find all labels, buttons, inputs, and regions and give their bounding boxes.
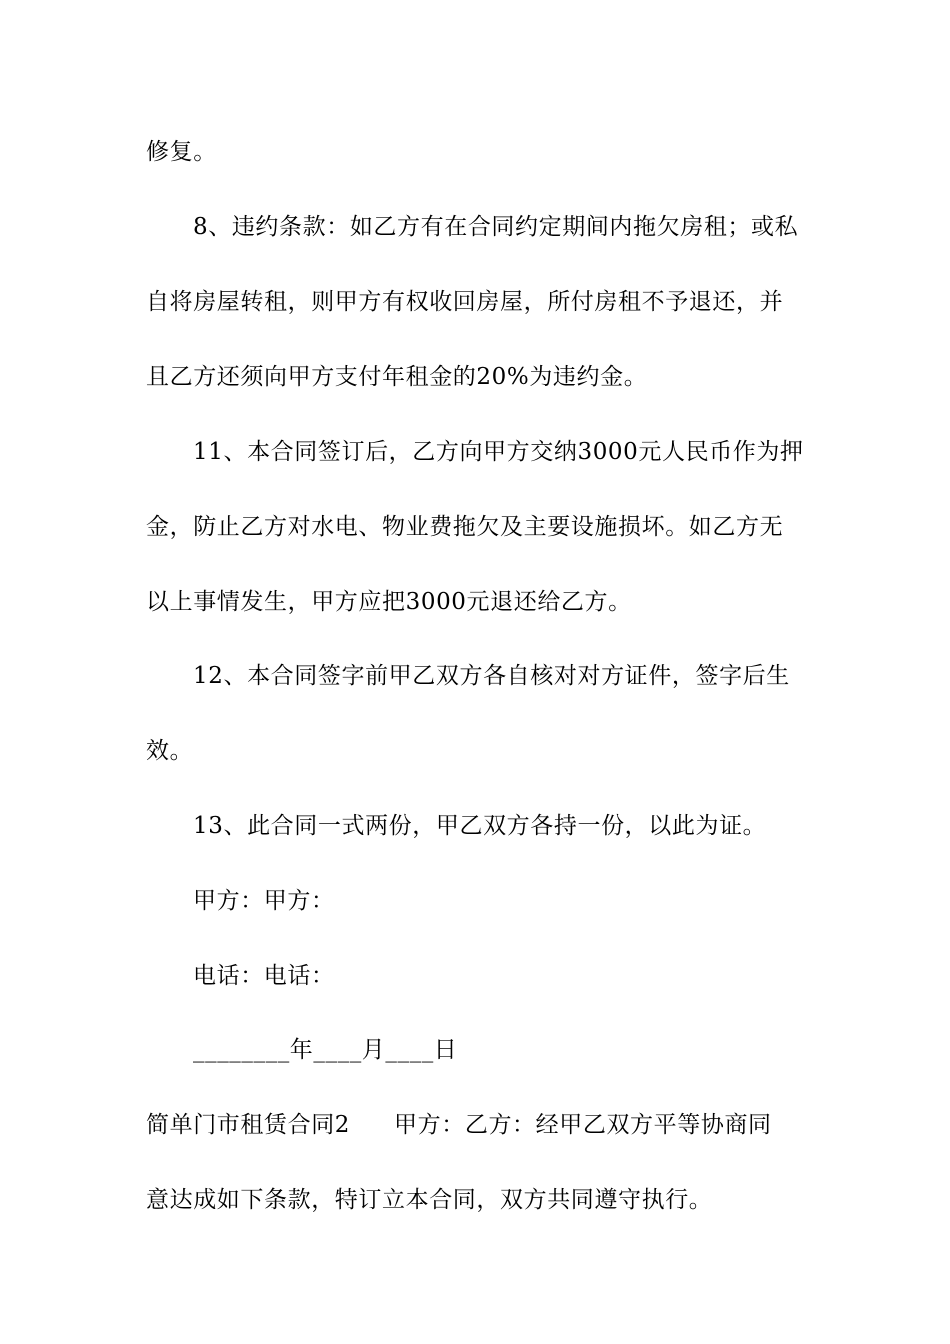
contract-intro-continued: 意达成如下条款，特订立本合同，双方共同遵守执行。 (146, 1187, 713, 1213)
clause-8-line-2: 自将房屋转租，则甲方有权收回房屋，所付房租不予退还，并 (146, 289, 784, 315)
clause-8-line-1: 8、违约条款：如乙方有在合同约定期间内拖欠房租；或私 (193, 214, 799, 240)
party-signature-line: 甲方：甲方： (193, 888, 335, 914)
clause-13-line: 13、此合同一式两份，甲乙双方各持一份，以此为证。 (193, 813, 767, 839)
text-line: 修复。 (146, 139, 217, 165)
phone-line: 电话：电话： (193, 963, 335, 989)
clause-11-line-3: 以上事情发生，甲方应把3000元退还给乙方。 (146, 589, 632, 615)
clause-8-line-3: 且乙方还须向甲方支付年租金的20%为违约金。 (146, 364, 648, 390)
contract-title: 简单门市租赁合同2 (146, 1112, 351, 1138)
contract-intro: 甲方：乙方：经甲乙双方平等协商同 (394, 1112, 772, 1138)
clause-11-line-1: 11、本合同签订后，乙方向甲方交纳3000元人民币作为押 (193, 439, 804, 465)
clause-11-line-2: 金，防止乙方对水电、物业费拖欠及主要设施损坏。如乙方无 (146, 514, 784, 540)
clause-12-line-1: 12、本合同签字前甲乙双方各自核对对方证件，签字后生 (193, 663, 790, 689)
contract-heading-line (146, 1110, 806, 1140)
date-line: ________年____月____日 (193, 1037, 458, 1063)
clause-12-line-2: 效。 (146, 738, 194, 764)
